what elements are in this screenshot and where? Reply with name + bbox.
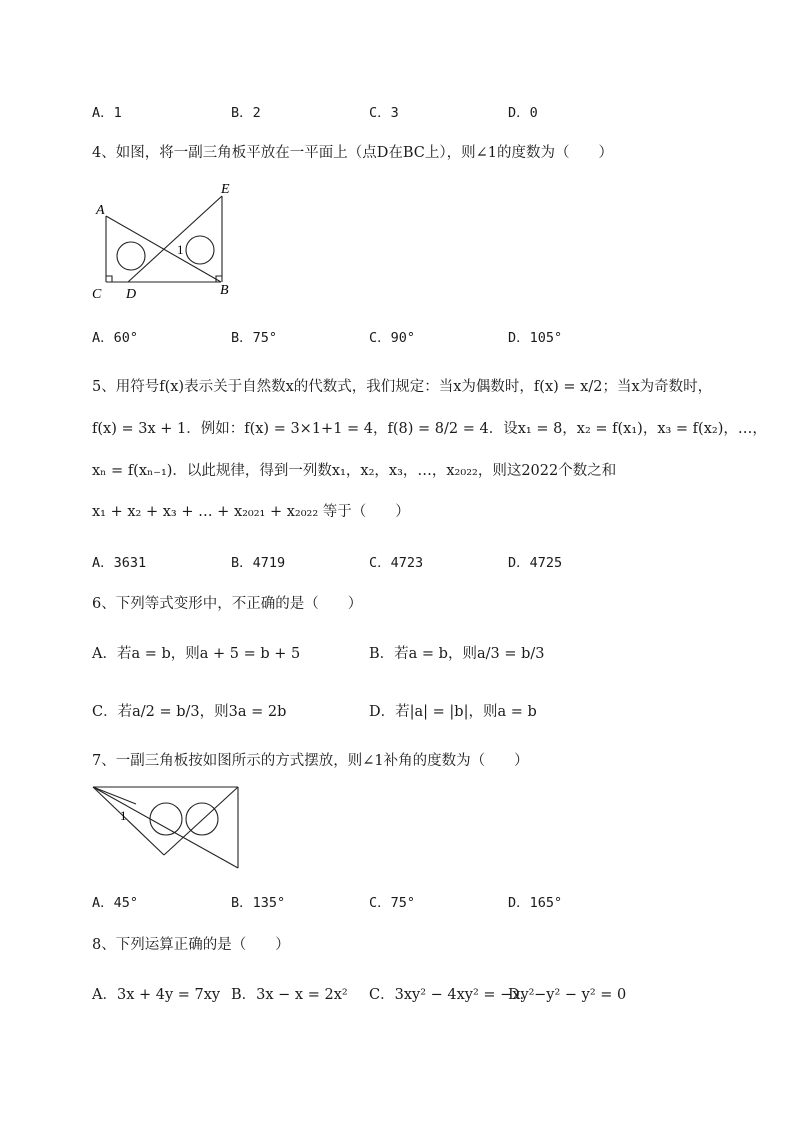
q4-circle-left	[117, 242, 145, 270]
q4-label-1: 1	[177, 242, 184, 257]
q6-option-a: A．若a = b，则a + 5 = b + 5	[92, 646, 301, 662]
q5-option-a: A．3631	[92, 555, 147, 571]
q6-stem: 6、下列等式变形中，不正确的是（ ）	[92, 596, 363, 612]
q7-option-c: C．75°	[369, 895, 416, 911]
q5-line-4: x₁ + x₂ + x₃ + … + x₂₀₂₁ + x₂₀₂₂ 等于（ ）	[92, 504, 410, 520]
q7-option-a: A．45°	[92, 895, 139, 911]
q7-angle-line	[93, 787, 136, 804]
q3-option-b: B．2	[231, 105, 261, 121]
q5-line-3: xₙ = f(xₙ₋₁)．以此规律，得到一列数x₁，x₂，x₃，…，x₂₀₂₂，则这2022个数之和	[92, 463, 617, 479]
q7-option-b: B．135°	[231, 895, 286, 911]
q3-option-d: D．0	[508, 105, 538, 121]
q7-circle-left	[150, 803, 182, 835]
q4-option-c: C．90°	[369, 330, 416, 346]
q4-label-d: D	[126, 287, 137, 302]
q6-option-d: D．若|a| = |b|，则a = b	[369, 704, 537, 720]
q7-label-1: 1	[120, 808, 127, 823]
q4-label-a: A	[96, 203, 105, 218]
q5-option-d: D．4725	[508, 555, 563, 571]
q4-figure	[88, 178, 248, 302]
q8-option-c: C．3xy² − 4xy² = −xy²	[369, 987, 535, 1003]
q4-stem: 4、如图，将一副三角板平放在一平面上（点D在BC上），则∠1的度数为（ ）	[92, 145, 613, 161]
q6-option-c: C．若a/2 = b/3，则3a = 2b	[92, 704, 287, 720]
q4-option-d: D．105°	[508, 330, 563, 346]
q5-option-b: B．4719	[231, 555, 286, 571]
q4-label-b: B	[220, 283, 229, 298]
q6-option-b: B．若a = b，则a/3 = b/3	[369, 646, 545, 662]
q8-stem: 8、下列运算正确的是（ ）	[92, 937, 290, 953]
q5-line-1: 5、用符号f(x)表示关于自然数x的代数式，我们规定：当x为偶数时，f(x) = x/2；当x为奇数时，	[92, 379, 713, 395]
q4-option-a: A．60°	[92, 330, 139, 346]
q3-option-a: A．1	[92, 105, 122, 121]
q8-option-b: B．3x − x = 2x²	[231, 987, 348, 1003]
q4-label-c: C	[92, 287, 102, 302]
q7-stem: 7、一副三角板按如图所示的方式摆放，则∠1补角的度数为（ ）	[92, 753, 529, 769]
q8-option-d: D．−y² − y² = 0	[508, 987, 627, 1003]
q5-line-2: f(x) = 3x + 1．例如：f(x) = 3×1+1 = 4，f(8) = 8/2 = 4．设x₁ = 8，x₂ = f(x₁)，x₃ = f(x₂)，…，	[92, 421, 767, 437]
q7-figure	[88, 782, 244, 872]
q4-label-e: E	[221, 182, 230, 197]
q3-option-c: C．3	[369, 105, 399, 121]
q4-option-b: B．75°	[231, 330, 278, 346]
q5-option-c: C．4723	[369, 555, 424, 571]
q4-right-angle-c	[106, 276, 112, 282]
q7-inner-edge	[164, 787, 238, 855]
q4-circle-right	[186, 236, 214, 264]
q7-circle-right	[186, 803, 218, 835]
q7-option-d: D．165°	[508, 895, 563, 911]
q8-option-a: A．3x + 4y = 7xy	[92, 987, 221, 1003]
q7-diagonal	[93, 787, 238, 868]
